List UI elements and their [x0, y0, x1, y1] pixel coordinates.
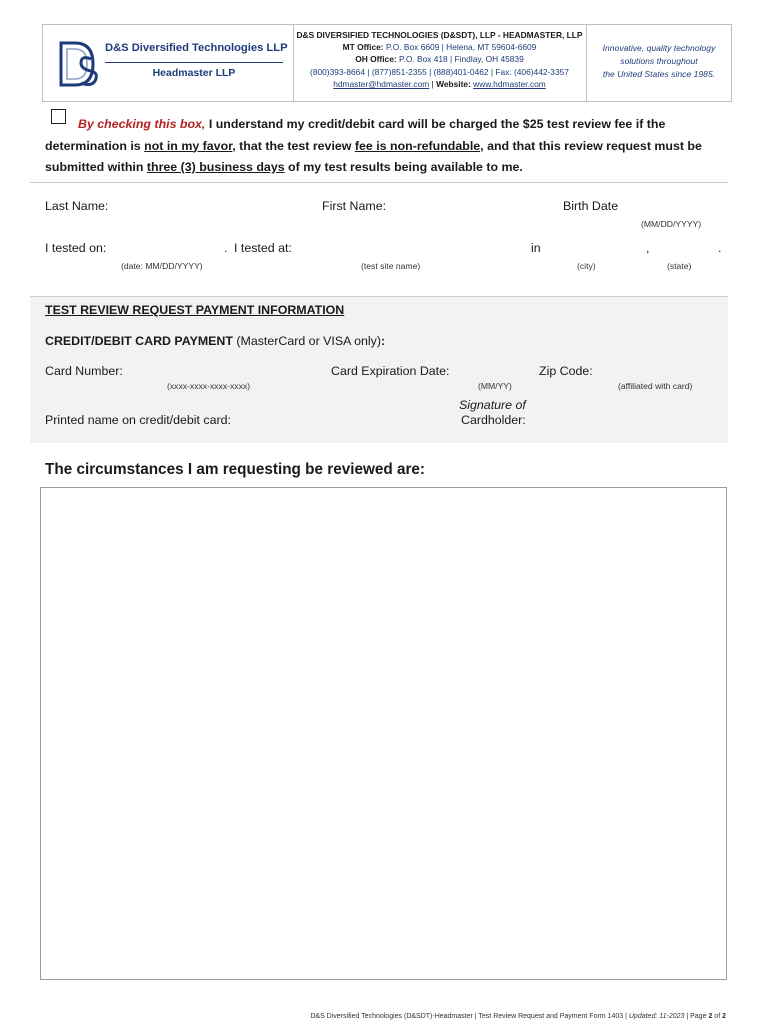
- test-site-field[interactable]: [302, 243, 526, 256]
- ack-text-4: of my test results being available to me.: [284, 160, 523, 174]
- comma-mark: ,: [646, 241, 650, 255]
- first-name-label: First Name:: [322, 199, 387, 213]
- card-number-field[interactable]: [126, 366, 326, 379]
- ack-not-in-favor: not in my favor: [144, 138, 233, 153]
- acknowledgement-text: [45, 114, 735, 179]
- ack-non-refundable: fee is non-refundable,: [354, 138, 484, 153]
- ack-text-1: I understand my credit/debit card will be charged the $25 test review fee if the determination is: [45, 117, 666, 153]
- email-link[interactable]: hdmaster@hdmaster.com: [333, 78, 430, 89]
- card-payment-note: (MasterCard or VISA only): [236, 334, 381, 348]
- ack-text-3: and that this review request must be submitted within: [45, 138, 702, 174]
- section-divider: [30, 182, 728, 183]
- last-name-label: Last Name:: [45, 199, 109, 213]
- tested-on-field[interactable]: [117, 243, 223, 256]
- tagline-line-2: solutions throughout: [620, 55, 698, 66]
- website-link[interactable]: www.hdmaster.com: [473, 78, 546, 89]
- oh-office: [293, 53, 586, 65]
- tagline-line-1: Innovative, quality technology: [602, 43, 716, 53]
- logo-panel: [43, 25, 294, 101]
- card-number-hint: (xxxx-xxxx-xxxx-xxxx): [167, 381, 251, 391]
- card-number-label: Card Number:: [45, 364, 123, 378]
- footer-page-prefix: | Page: [686, 1013, 707, 1020]
- mt-office-address: P.O. Box 6609 | Helena, MT 59604-6609: [385, 42, 537, 53]
- contact-block: [293, 25, 587, 101]
- payment-section-title: TEST REVIEW REQUEST PAYMENT INFORMATION: [45, 303, 345, 317]
- company-logo: [57, 37, 101, 91]
- letterhead: [42, 24, 732, 102]
- web-contacts: hdmaster@hdmaster.com | Website: www.hdmaster.com: [333, 78, 546, 89]
- birth-date-field[interactable]: [629, 201, 725, 214]
- oh-office-label: OH Office:: [355, 54, 397, 65]
- expiration-field[interactable]: [454, 366, 534, 379]
- signature-field[interactable]: [531, 415, 725, 428]
- page-footer: [310, 1013, 726, 1020]
- mt-office-label: MT Office:: [342, 42, 384, 53]
- in-label: in: [531, 241, 541, 255]
- period-mark: .: [718, 241, 722, 255]
- tested-at-label: I tested at:: [234, 241, 292, 255]
- city-field[interactable]: [552, 243, 645, 256]
- footer-of: of: [714, 1013, 721, 1020]
- circumstances-heading: The circumstances I am requesting be reviewed are:: [45, 461, 426, 478]
- oh-office-address: P.O. Box 418 | Findlay, OH 45839: [398, 54, 524, 65]
- signature-label-1: Signature of: [459, 398, 526, 412]
- tagline-line-3: the United States since 1985.: [602, 68, 716, 79]
- tested-on-hint: (date: MM/DD/YYYY): [121, 261, 203, 271]
- phone-numbers: (800)393-8664 | (877)851-2355 | (888)401-0462 | Fax: (406)442-3357: [310, 66, 569, 77]
- expiration-label: Card Expiration Date:: [331, 364, 450, 378]
- last-name-field[interactable]: [117, 201, 316, 214]
- birth-date-label: Birth Date: [563, 199, 619, 213]
- card-payment-title: CREDIT/DEBIT CARD PAYMENT: [45, 334, 233, 348]
- ack-three-days: three (3) business days: [146, 160, 285, 174]
- footer-text: D&S Diversified Technologies (D&SDT)-Headmaster | Test Review Request and Payment Form 1403 |: [310, 1013, 627, 1020]
- birth-date-hint: (MM/DD/YYYY): [641, 219, 702, 229]
- period-mark: .: [224, 241, 228, 255]
- ack-text-2: , that the test review: [232, 138, 355, 153]
- company-name: D&S DIVERSIFIED TECHNOLOGIES (D&SDT), LLP - HEADMASTER, LLP: [296, 30, 583, 40]
- footer-page-total: 2: [722, 1013, 726, 1020]
- logo-divider: [105, 62, 283, 63]
- zip-label: Zip Code:: [539, 364, 593, 378]
- test-site-hint: (test site name): [361, 261, 421, 271]
- state-hint: (state): [667, 261, 692, 271]
- tested-on-label: I tested on:: [45, 241, 107, 255]
- state-field[interactable]: [653, 243, 717, 256]
- card-payment-heading: CREDIT/DEBIT CARD PAYMENT (MasterCard or VISA only):: [45, 334, 386, 348]
- zip-field[interactable]: [597, 366, 718, 379]
- logo-company-name: D&S Diversified Technologies LLP: [105, 42, 288, 54]
- tagline: [587, 25, 731, 101]
- expiration-hint: (MM/YY): [478, 381, 512, 391]
- footer-page-number: 2: [708, 1013, 713, 1020]
- signature-label-2: Cardholder:: [461, 413, 526, 427]
- zip-hint: (affiliated with card): [618, 381, 693, 391]
- website-label: Website:: [436, 78, 471, 89]
- mt-office: [293, 41, 586, 53]
- city-hint: (city): [577, 261, 596, 271]
- logo-subtitle: Headmaster LLP: [152, 67, 236, 79]
- ack-lead: By checking this box,: [78, 117, 206, 131]
- printed-name-field[interactable]: [245, 415, 457, 428]
- printed-name-label: Printed name on credit/debit card:: [45, 413, 231, 427]
- circumstances-textarea[interactable]: [40, 487, 727, 980]
- footer-updated: Updated: 11-2023: [628, 1013, 685, 1020]
- first-name-field[interactable]: [396, 201, 558, 214]
